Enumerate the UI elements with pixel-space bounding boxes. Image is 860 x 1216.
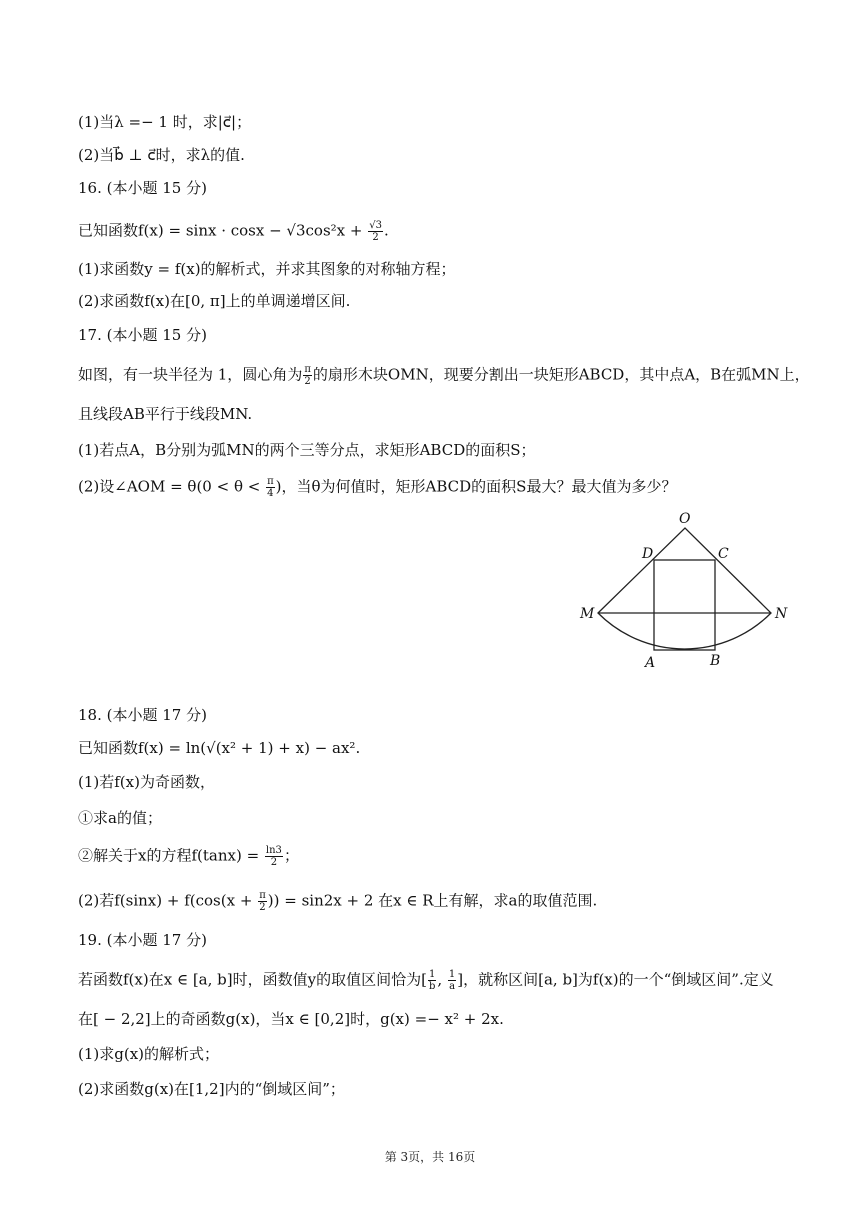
q15-part1: (1)当λ =− 1 时，求|c⃗|； bbox=[78, 113, 252, 131]
q18-part1: (1)若f(x)为奇函数， bbox=[78, 773, 215, 791]
q18-part1b: ②解关于x的方程f(tanx) = $\frac{\ln 3}{2}$ ； bbox=[78, 845, 299, 868]
q18-stem: 已知函数f(x) = ln(√(x² + 1) + x) − ax². bbox=[78, 739, 361, 757]
label-m: M bbox=[580, 606, 595, 622]
label-o: O bbox=[679, 511, 691, 527]
label-a: A bbox=[645, 655, 656, 671]
rectangle-abcd bbox=[654, 560, 715, 650]
fraction: $\frac{\ln 3}{2}$ bbox=[265, 845, 282, 868]
fraction: $\frac{√3}{2}$ bbox=[369, 220, 382, 243]
q16-part1: (1)求函数y = f(x)的解析式，并求其图象的对称轴方程； bbox=[78, 260, 456, 278]
q17-stem-cont: 且线段AB平行于线段MN. bbox=[78, 405, 253, 423]
sector-diagram bbox=[570, 505, 800, 675]
q19-part1: (1)求g(x)的解析式； bbox=[78, 1045, 220, 1063]
q18-part1a: ①求a的值； bbox=[78, 809, 162, 827]
q19-stem: 若函数f(x)在x ∈ [a, b]时，函数值y的取值区间恰为[ $\frac{1}{b}$ , $\frac{1}{a}$ ]，就称区间[a, b]为f(x)的一个“倒域区间”.定义 bbox=[78, 969, 774, 992]
q19-part2: (2)求函数g(x)在[1,2]内的“倒域区间”； bbox=[78, 1080, 345, 1098]
fraction: $\frac{\pi}{2}$ bbox=[259, 890, 266, 913]
label-c: C bbox=[718, 546, 729, 562]
q17-stem: 如图，有一块半径为 1，圆心角为 $\frac{\pi}{2}$ 的扇形木块OMN，现要分割出一块矩形ABCD，其中点A，B在弧MN上， bbox=[78, 364, 810, 387]
q16-part2: (2)求函数f(x)在[0, π]上的单调递增区间. bbox=[78, 292, 351, 310]
fraction: $\frac{\pi}{2}$ bbox=[304, 364, 311, 387]
fraction: $\frac{1}{a}$ bbox=[448, 969, 456, 992]
fraction: $\frac{\pi}{4}$ bbox=[267, 476, 274, 499]
fraction: $\frac{1}{b}$ bbox=[428, 969, 436, 992]
label-n: N bbox=[775, 606, 788, 622]
label-b: B bbox=[710, 653, 721, 669]
q17-part2: (2)设∠AOM = θ(0 < θ < $\frac{\pi}{4}$ )，当θ为何值时，矩形ABCD的面积S最大？最大值为多少？ bbox=[78, 476, 677, 499]
q18-heading: 18. (本小题 17 分) bbox=[78, 706, 207, 724]
q18-part2: (2)若f(sinx) + f(cos(x + $\frac{\pi}{2}$ )) = sin2x + 2 在x ∈ R上有解，求a的取值范围. bbox=[78, 890, 598, 913]
q16-heading: 16. (本小题 15 分) bbox=[78, 179, 207, 197]
label-d: D bbox=[642, 546, 654, 562]
page-footer: 第 3页，共 16页 bbox=[384, 1150, 476, 1164]
q19-heading: 19. (本小题 17 分) bbox=[78, 931, 207, 949]
q15-part2: (2)当b⃗ ⊥ c⃗时，求λ的值. bbox=[78, 146, 245, 164]
q17-part1: (1)若点A，B分别为弧MN的两个三等分点，求矩形ABCD的面积S； bbox=[78, 441, 536, 459]
q16-stem: 已知函数f(x) = sinx · cosx − √3cos²x + $\frac{√3}{2}$ . bbox=[78, 220, 389, 243]
sector-outline bbox=[598, 528, 771, 649]
q17-heading: 17. (本小题 15 分) bbox=[78, 326, 207, 344]
q19-stem-cont: 在[ − 2,2]上的奇函数g(x)，当x ∈ [0,2]时，g(x) =− x² + 2x. bbox=[78, 1010, 504, 1028]
